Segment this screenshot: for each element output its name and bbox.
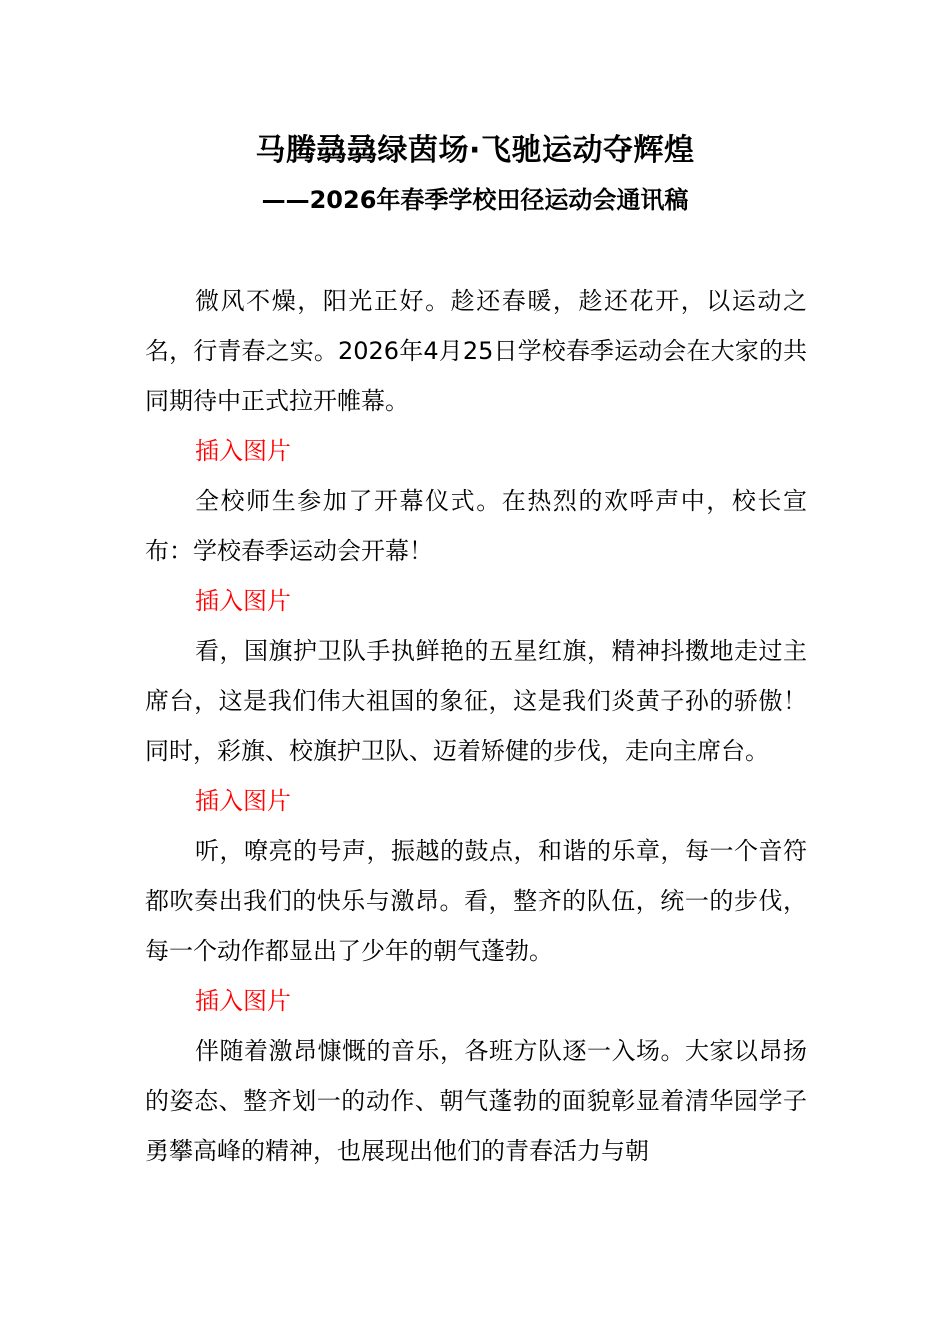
- paragraph-flag-guard: 看，国旗护卫队手执鲜艳的五星红旗，精神抖擞地走过主席台，这是我们伟大祖国的象征，这是我们炎黄子孙的骄傲！同时，彩旗、校旗护卫队、迈着矫健的步伐，走向主席台。: [145, 637, 807, 765]
- document-subtitle: ——2026年春季学校田径运动会通讯稿: [261, 186, 689, 214]
- paragraph-music-band: 听，嘹亮的号声，振越的鼓点，和谐的乐章，每一个音符都吹奏出我们的快乐与激昂。看，整齐的队伍，统一的步伐，每一个动作都显出了少年的朝气蓬勃。: [145, 837, 807, 965]
- paragraph-opening-ceremony: 全校师生参加了开幕仪式。在热烈的欢呼声中，校长宣布：学校春季运动会开幕！: [145, 487, 807, 565]
- image-placeholder: 插入图片: [195, 587, 291, 615]
- paragraph-intro: 微风不燥，阳光正好。趁还春暖，趁还花开，以运动之名，行青春之实。2026年4月25日学校春季运动会在大家的共同期待中正式拉开帷幕。: [145, 287, 807, 415]
- document-title: 马腾骉骉绿茵场·飞驰运动夺辉煌: [255, 133, 695, 168]
- document-body: [145, 276, 807, 1176]
- image-placeholder: 插入图片: [195, 787, 291, 815]
- paragraph-class-parade: 伴随着激昂慷慨的音乐，各班方队逐一入场。大家以昂扬的姿态、整齐划一的动作、朝气蓬勃的面貌彰显着清华园学子勇攀高峰的精神，也展现出他们的青春活力与朝: [145, 1037, 807, 1165]
- image-placeholder: 插入图片: [195, 987, 291, 1015]
- image-placeholder: 插入图片: [195, 437, 291, 465]
